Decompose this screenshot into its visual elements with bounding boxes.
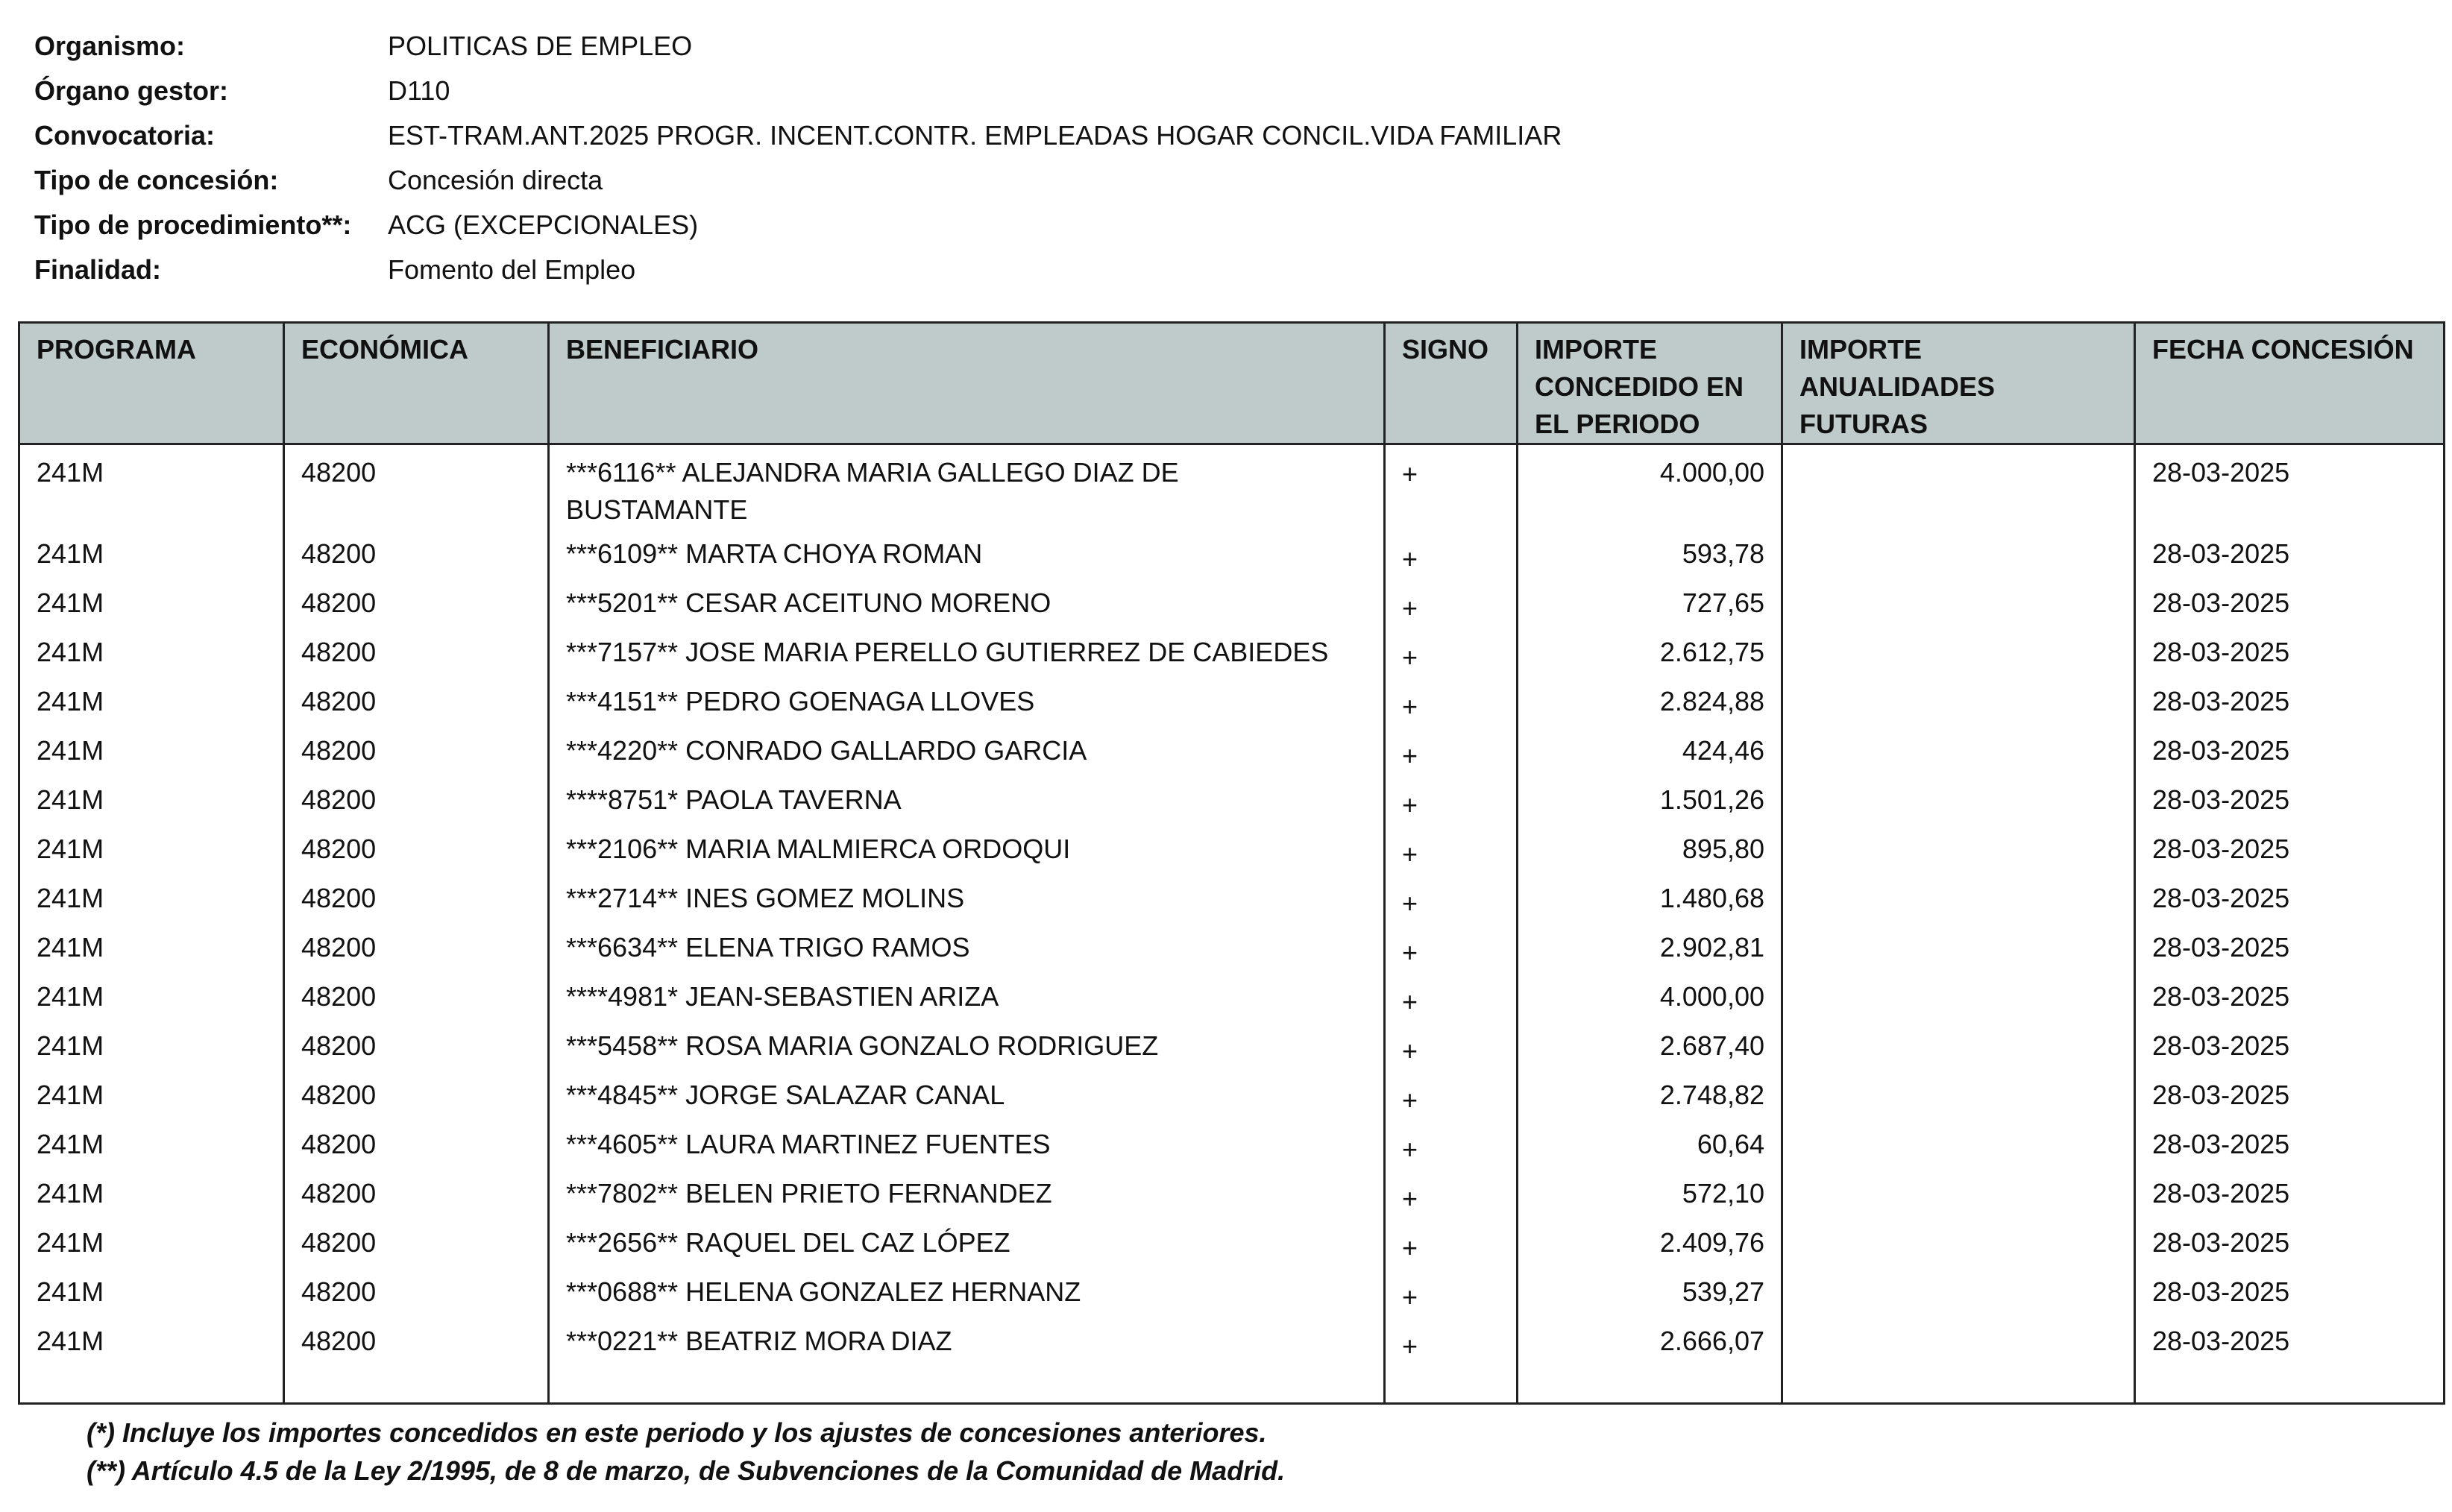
cell-beneficiario: ****4981* JEAN-SEBASTIEN ARIZA xyxy=(549,973,1385,1022)
header-label: Finalidad: xyxy=(34,254,161,285)
table-row xyxy=(19,1219,2445,1268)
cell-importe-futuras xyxy=(1782,1121,2135,1170)
cell-importe-futuras xyxy=(1782,875,2135,924)
cell-signo: + xyxy=(1385,727,1518,776)
cell-economica: 48200 xyxy=(284,973,549,1022)
table-row xyxy=(19,1121,2445,1170)
footer-notes xyxy=(87,1414,1285,1490)
table-body xyxy=(19,444,2445,1404)
header-info xyxy=(34,24,1562,292)
cell-beneficiario: ***0221** BEATRIZ MORA DIAZ xyxy=(549,1317,1385,1404)
header-value: ACG (EXCEPCIONALES) xyxy=(388,210,699,240)
cell-programa: 241M xyxy=(19,1170,284,1219)
cell-beneficiario: ***5458** ROSA MARIA GONZALO RODRIGUEZ xyxy=(549,1022,1385,1071)
cell-signo: + xyxy=(1385,776,1518,825)
cell-programa: 241M xyxy=(19,678,284,727)
cell-importe: 2.612,75 xyxy=(1518,629,1782,678)
cell-fecha: 28-03-2025 xyxy=(2135,924,2445,973)
cell-programa: 241M xyxy=(19,579,284,629)
cell-importe: 4.000,00 xyxy=(1518,444,1782,531)
cell-importe: 60,64 xyxy=(1518,1121,1782,1170)
cell-signo: + xyxy=(1385,973,1518,1022)
header-row-tipo-concesion xyxy=(34,158,1562,203)
column-header-beneficiario: BENEFICIARIO xyxy=(549,323,1385,444)
cell-fecha: 28-03-2025 xyxy=(2135,973,2445,1022)
cell-beneficiario: ***7802** BELEN PRIETO FERNANDEZ xyxy=(549,1170,1385,1219)
table-header-row xyxy=(19,323,2445,444)
cell-economica: 48200 xyxy=(284,1219,549,1268)
cell-importe-futuras xyxy=(1782,1071,2135,1121)
cell-fecha: 28-03-2025 xyxy=(2135,1022,2445,1071)
cell-signo: + xyxy=(1385,1268,1518,1317)
cell-beneficiario: ***4220** CONRADO GALLARDO GARCIA xyxy=(549,727,1385,776)
cell-beneficiario: ***6109** MARTA CHOYA ROMAN xyxy=(549,530,1385,579)
cell-importe: 593,78 xyxy=(1518,530,1782,579)
cell-signo: + xyxy=(1385,1022,1518,1071)
table-row xyxy=(19,727,2445,776)
cell-signo: + xyxy=(1385,579,1518,629)
cell-signo: + xyxy=(1385,530,1518,579)
cell-importe-futuras xyxy=(1782,444,2135,531)
grants-table xyxy=(18,321,2445,1405)
table-row xyxy=(19,579,2445,629)
cell-importe: 2.687,40 xyxy=(1518,1022,1782,1071)
cell-programa: 241M xyxy=(19,973,284,1022)
cell-fecha: 28-03-2025 xyxy=(2135,1317,2445,1404)
table-row xyxy=(19,530,2445,579)
cell-programa: 241M xyxy=(19,629,284,678)
cell-programa: 241M xyxy=(19,444,284,531)
header-row-organismo xyxy=(34,24,1562,69)
cell-economica: 48200 xyxy=(284,629,549,678)
table-row xyxy=(19,1317,2445,1404)
cell-signo: + xyxy=(1385,1121,1518,1170)
cell-economica: 48200 xyxy=(284,924,549,973)
cell-economica: 48200 xyxy=(284,825,549,875)
cell-importe-futuras xyxy=(1782,1268,2135,1317)
cell-beneficiario: ***2106** MARIA MALMIERCA ORDOQUI xyxy=(549,825,1385,875)
cell-signo: + xyxy=(1385,678,1518,727)
cell-programa: 241M xyxy=(19,825,284,875)
header-row-convocatoria xyxy=(34,113,1562,158)
header-label: Convocatoria: xyxy=(34,120,216,151)
cell-programa: 241M xyxy=(19,1219,284,1268)
cell-beneficiario: ***2714** INES GOMEZ MOLINS xyxy=(549,875,1385,924)
cell-importe: 2.666,07 xyxy=(1518,1317,1782,1404)
cell-beneficiario: ***4151** PEDRO GOENAGA LLOVES xyxy=(549,678,1385,727)
cell-importe-futuras xyxy=(1782,579,2135,629)
cell-beneficiario: ***2656** RAQUEL DEL CAZ LÓPEZ xyxy=(549,1219,1385,1268)
cell-fecha: 28-03-2025 xyxy=(2135,1121,2445,1170)
header-label: Tipo de concesión: xyxy=(34,165,279,195)
cell-importe-futuras xyxy=(1782,1219,2135,1268)
cell-importe: 1.480,68 xyxy=(1518,875,1782,924)
cell-signo: + xyxy=(1385,875,1518,924)
cell-signo: + xyxy=(1385,444,1518,531)
cell-programa: 241M xyxy=(19,727,284,776)
cell-economica: 48200 xyxy=(284,1121,549,1170)
cell-importe-futuras xyxy=(1782,924,2135,973)
cell-importe-futuras xyxy=(1782,629,2135,678)
cell-economica: 48200 xyxy=(284,579,549,629)
cell-economica: 48200 xyxy=(284,530,549,579)
header-row-finalidad xyxy=(34,248,1562,292)
cell-fecha: 28-03-2025 xyxy=(2135,579,2445,629)
cell-beneficiario: ***6116** ALEJANDRA MARIA GALLEGO DIAZ DE BUSTAMANTE xyxy=(549,444,1385,531)
cell-fecha: 28-03-2025 xyxy=(2135,1170,2445,1219)
cell-fecha: 28-03-2025 xyxy=(2135,727,2445,776)
cell-programa: 241M xyxy=(19,1022,284,1071)
column-header-programa: PROGRAMA xyxy=(19,323,284,444)
cell-beneficiario: ***7157** JOSE MARIA PERELLO GUTIERREZ DE CABIEDES xyxy=(549,629,1385,678)
cell-fecha: 28-03-2025 xyxy=(2135,629,2445,678)
cell-economica: 48200 xyxy=(284,776,549,825)
cell-programa: 241M xyxy=(19,875,284,924)
cell-importe: 572,10 xyxy=(1518,1170,1782,1219)
column-header-importe-concedido: IMPORTE CONCEDIDO EN EL PERIODO xyxy=(1518,323,1782,444)
table-row xyxy=(19,1170,2445,1219)
cell-fecha: 28-03-2025 xyxy=(2135,1219,2445,1268)
cell-programa: 241M xyxy=(19,924,284,973)
footnote-ley: (**) Artículo 4.5 de la Ley 2/1995, de 8 de marzo, de Subvenciones de la Comunidad de Madrid. xyxy=(87,1455,1286,1486)
column-header-fecha: FECHA CONCESIÓN xyxy=(2135,323,2445,444)
cell-beneficiario: ***5201** CESAR ACEITUNO MORENO xyxy=(549,579,1385,629)
cell-fecha: 28-03-2025 xyxy=(2135,444,2445,531)
cell-economica: 48200 xyxy=(284,875,549,924)
cell-fecha: 28-03-2025 xyxy=(2135,825,2445,875)
cell-importe-futuras xyxy=(1782,973,2135,1022)
table-row xyxy=(19,678,2445,727)
cell-importe: 895,80 xyxy=(1518,825,1782,875)
cell-importe-futuras xyxy=(1782,1170,2135,1219)
cell-programa: 241M xyxy=(19,776,284,825)
cell-signo: + xyxy=(1385,825,1518,875)
cell-beneficiario: ****8751* PAOLA TAVERNA xyxy=(549,776,1385,825)
table-row xyxy=(19,973,2445,1022)
table-row xyxy=(19,875,2445,924)
header-value: D110 xyxy=(388,75,450,106)
cell-signo: + xyxy=(1385,1317,1518,1404)
cell-economica: 48200 xyxy=(284,444,549,531)
column-header-importe-futuras: IMPORTE ANUALIDADES FUTURAS xyxy=(1782,323,2135,444)
cell-importe-futuras xyxy=(1782,678,2135,727)
footnote-importes: (*) Incluye los importes concedidos en este periodo y los ajustes de concesiones anteriores. xyxy=(87,1417,1267,1448)
header-value: Fomento del Empleo xyxy=(388,254,636,285)
cell-economica: 48200 xyxy=(284,1317,549,1404)
header-label: Órgano gestor: xyxy=(34,75,229,106)
header-row-organo-gestor xyxy=(34,69,1562,113)
table-row xyxy=(19,1022,2445,1071)
cell-signo: + xyxy=(1385,1219,1518,1268)
cell-beneficiario: ***0688** HELENA GONZALEZ HERNANZ xyxy=(549,1268,1385,1317)
header-value: EST-TRAM.ANT.2025 PROGR. INCENT.CONTR. EMPLEADAS HOGAR CONCIL.VIDA FAMILIAR xyxy=(388,120,1562,151)
cell-importe-futuras xyxy=(1782,727,2135,776)
cell-fecha: 28-03-2025 xyxy=(2135,875,2445,924)
column-header-economica: ECONÓMICA xyxy=(284,323,549,444)
cell-economica: 48200 xyxy=(284,678,549,727)
cell-importe: 2.824,88 xyxy=(1518,678,1782,727)
cell-economica: 48200 xyxy=(284,1170,549,1219)
cell-beneficiario: ***4845** JORGE SALAZAR CANAL xyxy=(549,1071,1385,1121)
header-value: POLITICAS DE EMPLEO xyxy=(388,31,693,61)
table-row xyxy=(19,825,2445,875)
cell-importe-futuras xyxy=(1782,530,2135,579)
cell-fecha: 28-03-2025 xyxy=(2135,1071,2445,1121)
cell-economica: 48200 xyxy=(284,1268,549,1317)
cell-importe-futuras xyxy=(1782,776,2135,825)
table-row xyxy=(19,629,2445,678)
cell-beneficiario: ***6634** ELENA TRIGO RAMOS xyxy=(549,924,1385,973)
cell-importe: 1.501,26 xyxy=(1518,776,1782,825)
cell-importe: 4.000,00 xyxy=(1518,973,1782,1022)
table-row xyxy=(19,1071,2445,1121)
cell-signo: + xyxy=(1385,924,1518,973)
cell-importe: 424,46 xyxy=(1518,727,1782,776)
cell-signo: + xyxy=(1385,1071,1518,1121)
cell-signo: + xyxy=(1385,1170,1518,1219)
cell-programa: 241M xyxy=(19,1071,284,1121)
table-row xyxy=(19,924,2445,973)
cell-economica: 48200 xyxy=(284,1071,549,1121)
table-row xyxy=(19,444,2445,531)
cell-importe: 727,65 xyxy=(1518,579,1782,629)
cell-importe: 2.748,82 xyxy=(1518,1071,1782,1121)
cell-programa: 241M xyxy=(19,530,284,579)
cell-fecha: 28-03-2025 xyxy=(2135,1268,2445,1317)
cell-fecha: 28-03-2025 xyxy=(2135,776,2445,825)
header-row-tipo-procedimiento xyxy=(34,203,1562,248)
cell-importe-futuras xyxy=(1782,1022,2135,1071)
table-row xyxy=(19,1268,2445,1317)
cell-fecha: 28-03-2025 xyxy=(2135,678,2445,727)
cell-programa: 241M xyxy=(19,1121,284,1170)
column-header-signo: SIGNO xyxy=(1385,323,1518,444)
cell-signo: + xyxy=(1385,629,1518,678)
cell-importe-futuras xyxy=(1782,1317,2135,1404)
cell-economica: 48200 xyxy=(284,727,549,776)
cell-importe: 2.409,76 xyxy=(1518,1219,1782,1268)
cell-programa: 241M xyxy=(19,1268,284,1317)
table-row xyxy=(19,776,2445,825)
cell-importe: 2.902,81 xyxy=(1518,924,1782,973)
header-label: Tipo de procedimiento**: xyxy=(34,210,352,240)
cell-economica: 48200 xyxy=(284,1022,549,1071)
cell-fecha: 28-03-2025 xyxy=(2135,530,2445,579)
header-label: Organismo: xyxy=(34,31,186,61)
cell-importe: 539,27 xyxy=(1518,1268,1782,1317)
cell-programa: 241M xyxy=(19,1317,284,1404)
cell-importe-futuras xyxy=(1782,825,2135,875)
cell-beneficiario: ***4605** LAURA MARTINEZ FUENTES xyxy=(549,1121,1385,1170)
header-value: Concesión directa xyxy=(388,165,603,195)
